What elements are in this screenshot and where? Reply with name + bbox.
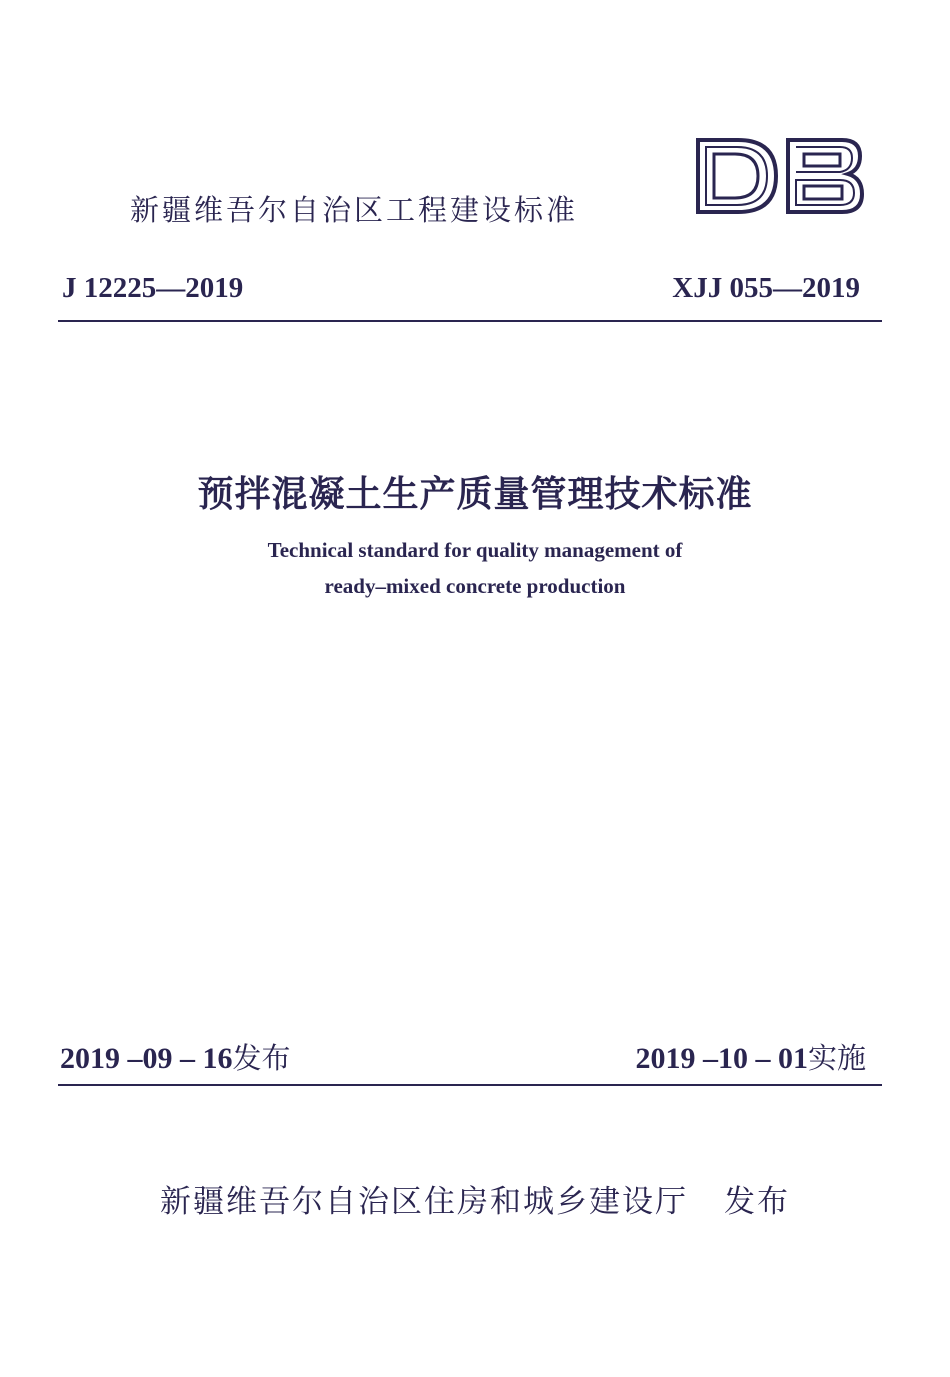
- publisher-name: 新疆维吾尔自治区住房和城乡建设厅: [160, 1184, 688, 1220]
- effective-date: 2019 –10 – 01: [635, 1042, 808, 1075]
- publisher-line: [0, 1176, 950, 1221]
- issue-date: 2019 –09 – 16: [60, 1042, 233, 1075]
- issue-date-block: [60, 1036, 291, 1077]
- standard-category: 新疆维吾尔自治区工程建设标准: [130, 193, 579, 227]
- effective-label: 实施: [807, 1041, 866, 1075]
- standard-number-national: J 12225—2019: [62, 272, 244, 304]
- top-divider: [58, 320, 882, 322]
- db-logo: [694, 136, 864, 216]
- document-title-english-line2: ready–mixed concrete production: [324, 574, 626, 598]
- effective-date-block: [635, 1036, 866, 1077]
- document-title-english-line1: Technical standard for quality management of: [267, 538, 683, 562]
- publisher-action: 发布: [724, 1184, 790, 1220]
- document-title-chinese: 预拌混凝土生产质量管理技术标准: [197, 473, 753, 515]
- bottom-divider: [58, 1084, 882, 1086]
- standard-number-local: XJJ 055—2019: [672, 272, 860, 304]
- issue-label: 发布: [232, 1041, 291, 1075]
